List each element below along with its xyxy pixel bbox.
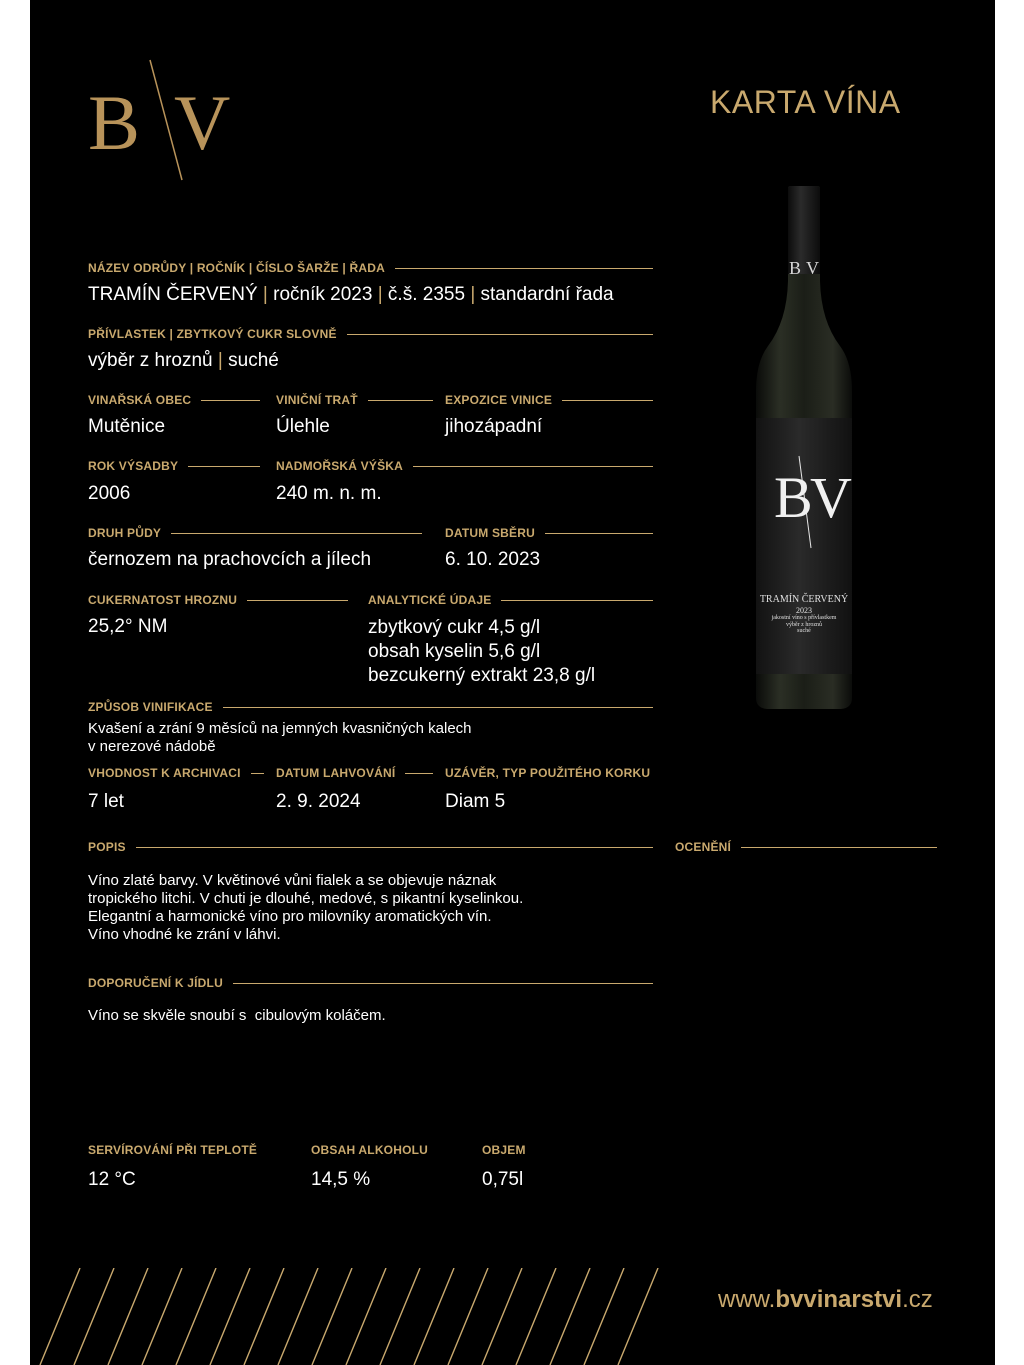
awards-label: OCENĚNÍ xyxy=(675,840,937,854)
volume-label: OBJEM xyxy=(482,1143,526,1157)
bottle-label-year: 2023 xyxy=(796,605,812,615)
exposure-value: jihozápadní xyxy=(445,416,543,437)
village-label: VINAŘSKÁ OBEC xyxy=(88,393,260,407)
stripe-line xyxy=(550,1268,590,1365)
description-line: tropického litchi. V chuti je dlouhé, medové, s pikantní kyselinkou. xyxy=(88,890,524,907)
stripe-line xyxy=(482,1268,522,1365)
harvest-date-label: DATUM SBĚRU xyxy=(445,526,653,540)
planting-year-label: ROK VÝSADBY xyxy=(88,459,260,473)
exposure-label: EXPOZICE VINICE xyxy=(445,393,653,407)
pairing-label: DOPORUČENÍ K JÍDLU xyxy=(88,976,653,990)
altitude-label: NADMOŘSKÁ VÝŠKA xyxy=(276,459,653,473)
vinification-line: v nerezové nádobě xyxy=(88,738,216,755)
vineyard-value: Úlehle xyxy=(276,416,330,437)
cap-logo-v: V xyxy=(806,258,819,278)
variety-value: TRAMÍN ČERVENÝ | ročník 2023 | č.š. 2355 | standardní řada xyxy=(88,284,614,305)
bottle-label-line: jakostní víno s přívlastkem xyxy=(771,614,837,621)
stripe-line xyxy=(380,1268,420,1365)
bottle-label-text xyxy=(748,594,860,635)
stripe-line xyxy=(74,1268,114,1365)
bottle-label-name: TRAMÍN ČERVENÝ xyxy=(759,594,849,605)
archive-value: 7 let xyxy=(88,791,124,812)
closure-label: UZÁVĚR, TYP POUŽITÉHO KORKU xyxy=(445,766,651,780)
stripe-line xyxy=(278,1268,318,1365)
description-label: POPIS xyxy=(88,840,653,854)
page-title: KARTA VÍNA xyxy=(710,84,901,120)
logo-letter-v: V xyxy=(174,79,231,166)
stripe-line xyxy=(40,1268,80,1365)
analytics-line: bezcukerný extrakt 23,8 g/l xyxy=(368,665,596,686)
vineyard-label: VINIČNÍ TRAŤ xyxy=(276,393,433,407)
bottle-label-line: výběr z hroznů xyxy=(786,621,822,628)
stripe-line xyxy=(448,1268,488,1365)
harvest-date-value: 6. 10. 2023 xyxy=(445,549,541,570)
attribute-value: výběr z hroznů | suché xyxy=(88,350,279,371)
wine-card xyxy=(30,0,995,1365)
planting-year-value: 2006 xyxy=(88,483,131,504)
stripe-line xyxy=(618,1268,658,1365)
wine-bottle xyxy=(748,186,860,716)
stripe-line xyxy=(584,1268,624,1365)
archive-label: VHODNOST K ARCHIVACI xyxy=(88,766,264,780)
stripe-line xyxy=(244,1268,284,1365)
logo-letter-b: B xyxy=(88,79,141,166)
volume-value: 0,75l xyxy=(482,1169,524,1190)
stripe-line xyxy=(414,1268,454,1365)
serving-temp-value: 12 °C xyxy=(88,1169,136,1190)
cap-logo-b: B xyxy=(789,258,802,278)
stripe-line xyxy=(210,1268,250,1365)
label-logo-b: B xyxy=(774,465,813,530)
analytics-label: ANALYTICKÉ ÚDAJE xyxy=(368,593,653,607)
soil-label: DRUH PŮDY xyxy=(88,526,422,540)
stripe-line xyxy=(346,1268,386,1365)
description-line: Víno vhodné ke zrání v láhvi. xyxy=(88,926,281,943)
sugar-value: 25,2° NM xyxy=(88,616,168,637)
label-logo-v: V xyxy=(810,465,852,530)
brand-logo xyxy=(88,58,238,183)
analytics-line: zbytkový cukr 4,5 g/l xyxy=(368,617,541,638)
altitude-value: 240 m. n. m. xyxy=(276,483,382,504)
bottle-label-line: suché xyxy=(797,628,811,635)
description-text xyxy=(88,872,523,944)
soil-value: černozem na prachovcích a jílech xyxy=(88,549,372,570)
stripe-line xyxy=(312,1268,352,1365)
pairing-value: Víno se skvěle snoubí s cibulovým koláčem. xyxy=(88,1007,386,1024)
analytics-values xyxy=(368,616,595,688)
analytics-line: obsah kyselin 5,6 g/l xyxy=(368,641,541,662)
stripe-line xyxy=(108,1268,148,1365)
closure-value: Diam 5 xyxy=(445,791,506,812)
attribute-label: PŘÍVLASTEK | ZBYTKOVÝ CUKR SLOVNĚ xyxy=(88,327,653,341)
bottle-image xyxy=(748,186,860,716)
description-line: Elegantní a harmonické víno pro milovníky aromatických vín. xyxy=(88,908,492,925)
vinification-value xyxy=(88,720,472,756)
decorative-stripes xyxy=(30,1268,730,1365)
description-line: Víno zlaté barvy. V květinové vůni fialek a se objevuje náznak xyxy=(88,872,497,889)
alcohol-label: OBSAH ALKOHOLU xyxy=(311,1143,429,1157)
vinification-label: ZPŮSOB VINIFIKACE xyxy=(88,700,653,714)
stripe-line xyxy=(142,1268,182,1365)
bottling-date-label: DATUM LAHVOVÁNÍ xyxy=(276,766,433,780)
sugar-label: CUKERNATOST HROZNU xyxy=(88,593,348,607)
stripe-line xyxy=(516,1268,556,1365)
vinification-line: Kvašení a zrání 9 měsíců na jemných kvasničných kalech xyxy=(88,720,472,737)
village-value: Mutěnice xyxy=(88,416,166,437)
variety-label: NÁZEV ODRŮDY | ROČNÍK | ČÍSLO ŠARŽE | ŘADA xyxy=(88,261,653,275)
stripe-line xyxy=(176,1268,216,1365)
serving-temp-label: SERVÍROVÁNÍ PŘI TEPLOTĚ xyxy=(88,1143,258,1157)
alcohol-value: 14,5 % xyxy=(311,1169,371,1190)
bottling-date-value: 2. 9. 2024 xyxy=(276,791,361,812)
website-link[interactable]: www.bvvinarstvi.cz xyxy=(718,1286,933,1313)
